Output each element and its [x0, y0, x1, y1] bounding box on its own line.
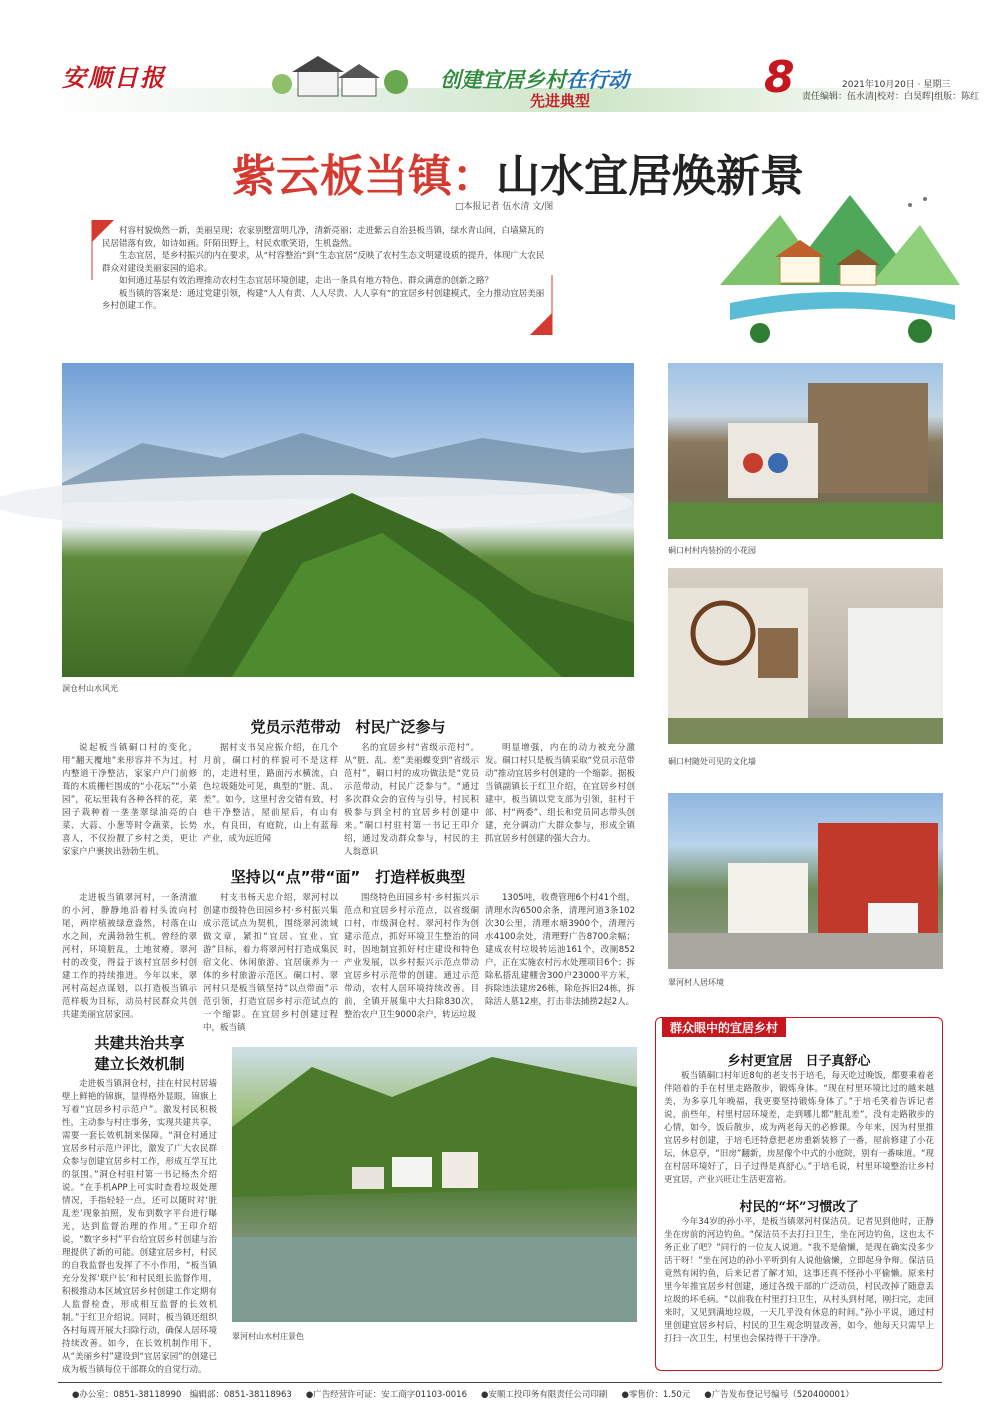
photo-caption: 翠河村山水村庄景色: [232, 1332, 304, 1341]
paragraph: 今年34岁的孙小平，是板当镇翠河村保洁员。记者见到他时，正静坐在房前的河边钓鱼。“保洁员不去打扫卫生，坐在河边钓鱼，这也太不务正业了吧？”同行的一位友人说道。“我不是偷懒，是现在确实没多少活干呀！”坐在河边的孙小平听到有人说他偷懒，立即起身争辩。保洁员竟然有闲钓鱼，后来记者了解才知，这事还真不怪孙小平偷懒。原来村里今年推宜居乡村创建，通过各级干部的广泛动员，村民改掉了随意丢垃圾的坏毛病。“以前我在村里打扫卫生，从村头到村尾，刚扫完，走回来时，又见到满地垃圾，一天几乎没有休息的时间。”孙小平说，通过村里创建宜居乡村后，村民的卫生观念明显改善，如今，他每天只需早上打扫一次卫生，村里也会保持得干干净净。: [664, 1217, 934, 1344]
sidebar-story-title: 村民的“坏”习惯改了: [739, 1200, 859, 1215]
paragraph: 名的宜居乡村“省级示范村”。从“脏、乱、差”美丽蝶变到“省级示范村”，硐口村的成功做法是“党员示范带动，村民广泛参与”。“通过多次群众会的宣传与引导，村民积极参与到全村的宜居乡村创建中来。”硐口村驻村第一书记王印介绍，通过发动群众参与，村民的主人翁意识: [344, 743, 479, 857]
article-column: [62, 892, 197, 1020]
article-column: [485, 892, 635, 1017]
byline: □本报记者 伍水清 文/图: [455, 202, 554, 212]
paragraph: 走进板当镇翠河村，一条清澈的小河，静静地沿着村头流向村尾，两岸植被绿意盎然，村落在山水之间，充满勃勃生机。曾经的翠河村，环境脏乱，土地贫瘠。翠河村的改变，得益于该村宜居乡村创建工作的持续推进。今年以来，翠河村高起点谋划，以打造板当镇示范样板为目标，动员村民群众共创共建美丽宜居家园。: [62, 893, 197, 1020]
sidebar-story-title: 乡村更宜居 日子真舒心: [727, 1054, 871, 1069]
lead-paragraph: 板当镇的答案是：通过党建引领，构建“人人有责、人人尽责、人人享有”的宜居乡村创建模式，全力推动宜居美丽乡村创建工作。: [102, 288, 545, 311]
paragraph: 1305吨，收费管理6个村41个组，清理水沟6500余条，清理河道3条102次30公里，清理水塘3900个，清理污水4100余处，清理野广告8700余幅；建成农村垃圾转运池161个，改厕852户，正在实施农村污水处理项目6个；拆除私搭乱建棚舍300户23000平方米，拆除违法建房26栋，除危拆旧24栋，拆除活人墓12座，打击非法捕捞2起2人。: [485, 893, 635, 1007]
section-heading: 党员示范带动 村民广泛参与: [250, 718, 446, 736]
article-column: [485, 742, 635, 842]
photo-caption: 硐口村随处可见的文化墙: [668, 757, 756, 766]
cuihe-village-photo: [668, 793, 943, 969]
article-column: [203, 892, 338, 1033]
section-subtitle: 先进典型: [530, 92, 591, 110]
paragraph: 围绕特色田园乡村·乡村振兴示范点和宜居乡村示范点，以省级硐口村，市级洞仓村、翠河村作为创建示范点，抓好环境卫生整治的同时，因地制宜抓好村庄建设和特色产业发展，以乡村振兴示范点带动宜居乡村示范带的创建。通过示范带动，农村人居环境持续改善。目前，全镇开展集中大扫除830次，整治农户卫生9000余户，转运垃圾: [344, 893, 479, 1020]
paragraph: 板当镇硐口村年近8旬的老支书于培毛，每天吃过晚饭，都要乘着老伴陪着的手在村里走路散步，锻炼身体。“现在村里环境比过的越来越美，为多享几年晚福，我更要坚持锻炼身体了。”于培毛笑着告诉记者说，前些年，村里村居环境差，走到哪儿都“脏乱差”，没有走路散步的心情，如今，饭后散步，成为两老每天的必修课。今年来，因为村里推宜居乡村创建，于培毛还特意把老房重新装修了一番，屋前修建了小花坛，休息亭，“旧房”翻新，房屋像个中式的小庭院，别有一番味道。“现在村居环境好了，日子过得是真舒心。”于培毛说，村里环境整治让乡村更宜居，产业兴旺让生活更富裕。: [664, 1071, 934, 1185]
paper-logo: 安顺日报: [62, 63, 166, 92]
paragraph: 村支书杨天忠介绍，翠河村以创建市级特色田园乡村·乡村振兴集成示范试点为契机，围绕翠河流域做文章，紧扣“宜居、宜业、宜游”目标，着力将翠河村打造成集民宿文化、休闲旅游、宜居康养为一体的乡村旅游示范区。硐口村、翠河村只是板当镇坚持“以点带面”示范引领，打造宜居乡村示范试点的一个缩影。在宜居乡村创建过程中，板当镇: [203, 893, 338, 1033]
sidebar-story-body: [664, 1216, 934, 1368]
sidebar-tag: 群众眼中的宜居乡村: [662, 1018, 786, 1037]
article-column: [344, 892, 479, 1020]
cuihe-landscape-photo: [232, 1047, 637, 1322]
heading-line: 建立长效机制: [94, 1055, 185, 1073]
lead-paragraph: 如何通过基层有效治理推动农村生态宜居环境创建，走出一条具有地方特色、群众满意的创新之路？: [119, 276, 494, 286]
footer-rule: [58, 1382, 942, 1383]
paragraph: 说起板当镇硐口村的变化，用“翻天覆地”来形容并不为过。村内整道干净整洁，家家户户门前修葺的木质栅栏围成的“小花坛”“小菜园”，花坛里栽有各种各样的花，菜园子栽种着一垄垄翠绿油亮的白菜、大蒜、小葱等时令蔬菜，长势喜人，不仅扮靓了乡村之美，更让家家户户裹挟出勃勃生机。: [62, 743, 197, 857]
article-column: [62, 742, 197, 857]
article-column: [344, 742, 479, 857]
paragraph: 明显增强，内在的动力被充分激发。硐口村只是板当镇采取“党员示范带动”推动宜居乡村创建的一个缩影。据板当镇副镇长于红卫介绍，在宜居乡村创建中，板当镇以党支部为引领，驻村干部、村“两委”、组长和党员同志带头创建，充分调动广大群众参与，形成全镇抓宜居乡村创建的强大合力。: [485, 743, 635, 844]
paragraph: 走进板当镇洞仓村，挂在村民村居墙壁上鲜艳的锦旗，显得格外显眼，锦旗上写着“宜居乡村示范户”。激发村民积极性，主动参与村庄事务，实现共建共享，需要一套长效机制来保障。“洞仓村通过宜居乡村示范户评比，激发了广大农民群众参与创建宜居乡村工作，形成互学互比的氛围。”洞仓村驻村第一书记杨杰介绍说。“在手机APP上可实时查看垃圾处理情况，手指轻轻一点，还可以随时对‘脏乱差’现象拍照，发布到数字平台进行曝光，达到监督治理的作用。”王印介绍说，“数字乡村”平台给宜居乡村创建与治理提供了新的可能。创建宜居乡村，村民的自我监督也发挥了不小作用，“板当镇充分发挥‘联户长’和村民组长监督作用，积极推动本区域宜居乡村创建工作定期有人监督检查，形成相互监督的长效机制。”于红卫介绍说。同时，板当镇还组织各村每周开展大扫除行动，确保人居环境持续改善。如今，在长效机制作用下，从“美丽乡村”建设到“宜居家园”的创建已成为板当镇每位干部群众的自觉行动。: [62, 1079, 217, 1375]
culture-wall-photo: [668, 568, 943, 744]
section-heading: 坚持以“点”带“面” 打造样板典型: [230, 868, 466, 886]
footer-item: ●广告发布登记号编号（520400001）: [704, 1390, 854, 1400]
section-heading: [62, 1032, 217, 1074]
footer: [72, 1388, 932, 1400]
lead-paragraphs: [102, 225, 547, 330]
photo-caption: 硐口村村内装扮的小花园: [668, 546, 756, 555]
footer-item: ●安顺工投印务有限责任公司印刷: [481, 1390, 608, 1400]
page-headline: 紫云板当镇：山水宜居焕新景: [232, 151, 804, 202]
sidebar-story-body: [664, 1070, 934, 1190]
footer-item: ●广告经营许可证：安工商字01103-0016: [305, 1390, 468, 1400]
landscape-illustration: [720, 185, 960, 345]
lead-paragraph: 村容村貌焕然一新，美丽呈现；农家别墅富明几净，清新亮丽；走进紫云自治县板当镇，绿水青山间，白墙黛瓦的民居错落有致，如诗如画。阡陌田野上，村民欢歌笑语，生机盎然。: [102, 226, 545, 249]
heading-line: 共建共治共享: [94, 1034, 185, 1052]
photo-caption: 翠河村人居环境: [668, 978, 724, 987]
flower-garden-photo: [668, 363, 943, 539]
issue-date: 2021年10月20日 · 星期三: [842, 80, 951, 90]
paragraph: 据村支书吴应振介绍，在几个月前，硐口村的样貌可不是这样的，走进村里，路面污水横流，白色垃圾随处可见，典型的“脏、乱、差”。如今，这里村舍交错有致，村巷干净整洁，屋前屋后，有山有水，有良田，有庭院，山上有蓝莓产业，成为远近闻: [203, 743, 338, 844]
footer-item: ●办公室：0851-38118990 编辑部：0851-38118963: [72, 1390, 292, 1400]
article-column: [203, 742, 338, 842]
lead-paragraph: 生态宜居，是乡村振兴的内在要求，从“村容整治”到“生态宜居”反映了农村生态文明建设质的提升，体现广大农民群众对建设美丽家园的追求。: [102, 251, 545, 274]
village-illustration: [268, 52, 418, 104]
section-title: 创建宜居乡村在行动: [440, 68, 629, 92]
editor-credits: 责任编辑：伍水清|校对：白昊晖|组版：陈红: [802, 92, 980, 102]
page-number: 8: [764, 52, 795, 103]
photo-caption: 洞仓村山水风光: [62, 684, 118, 693]
footer-item: ●零售价：1.50元: [621, 1390, 691, 1400]
article-column: [62, 1078, 217, 1373]
main-landscape-photo: [62, 363, 634, 677]
